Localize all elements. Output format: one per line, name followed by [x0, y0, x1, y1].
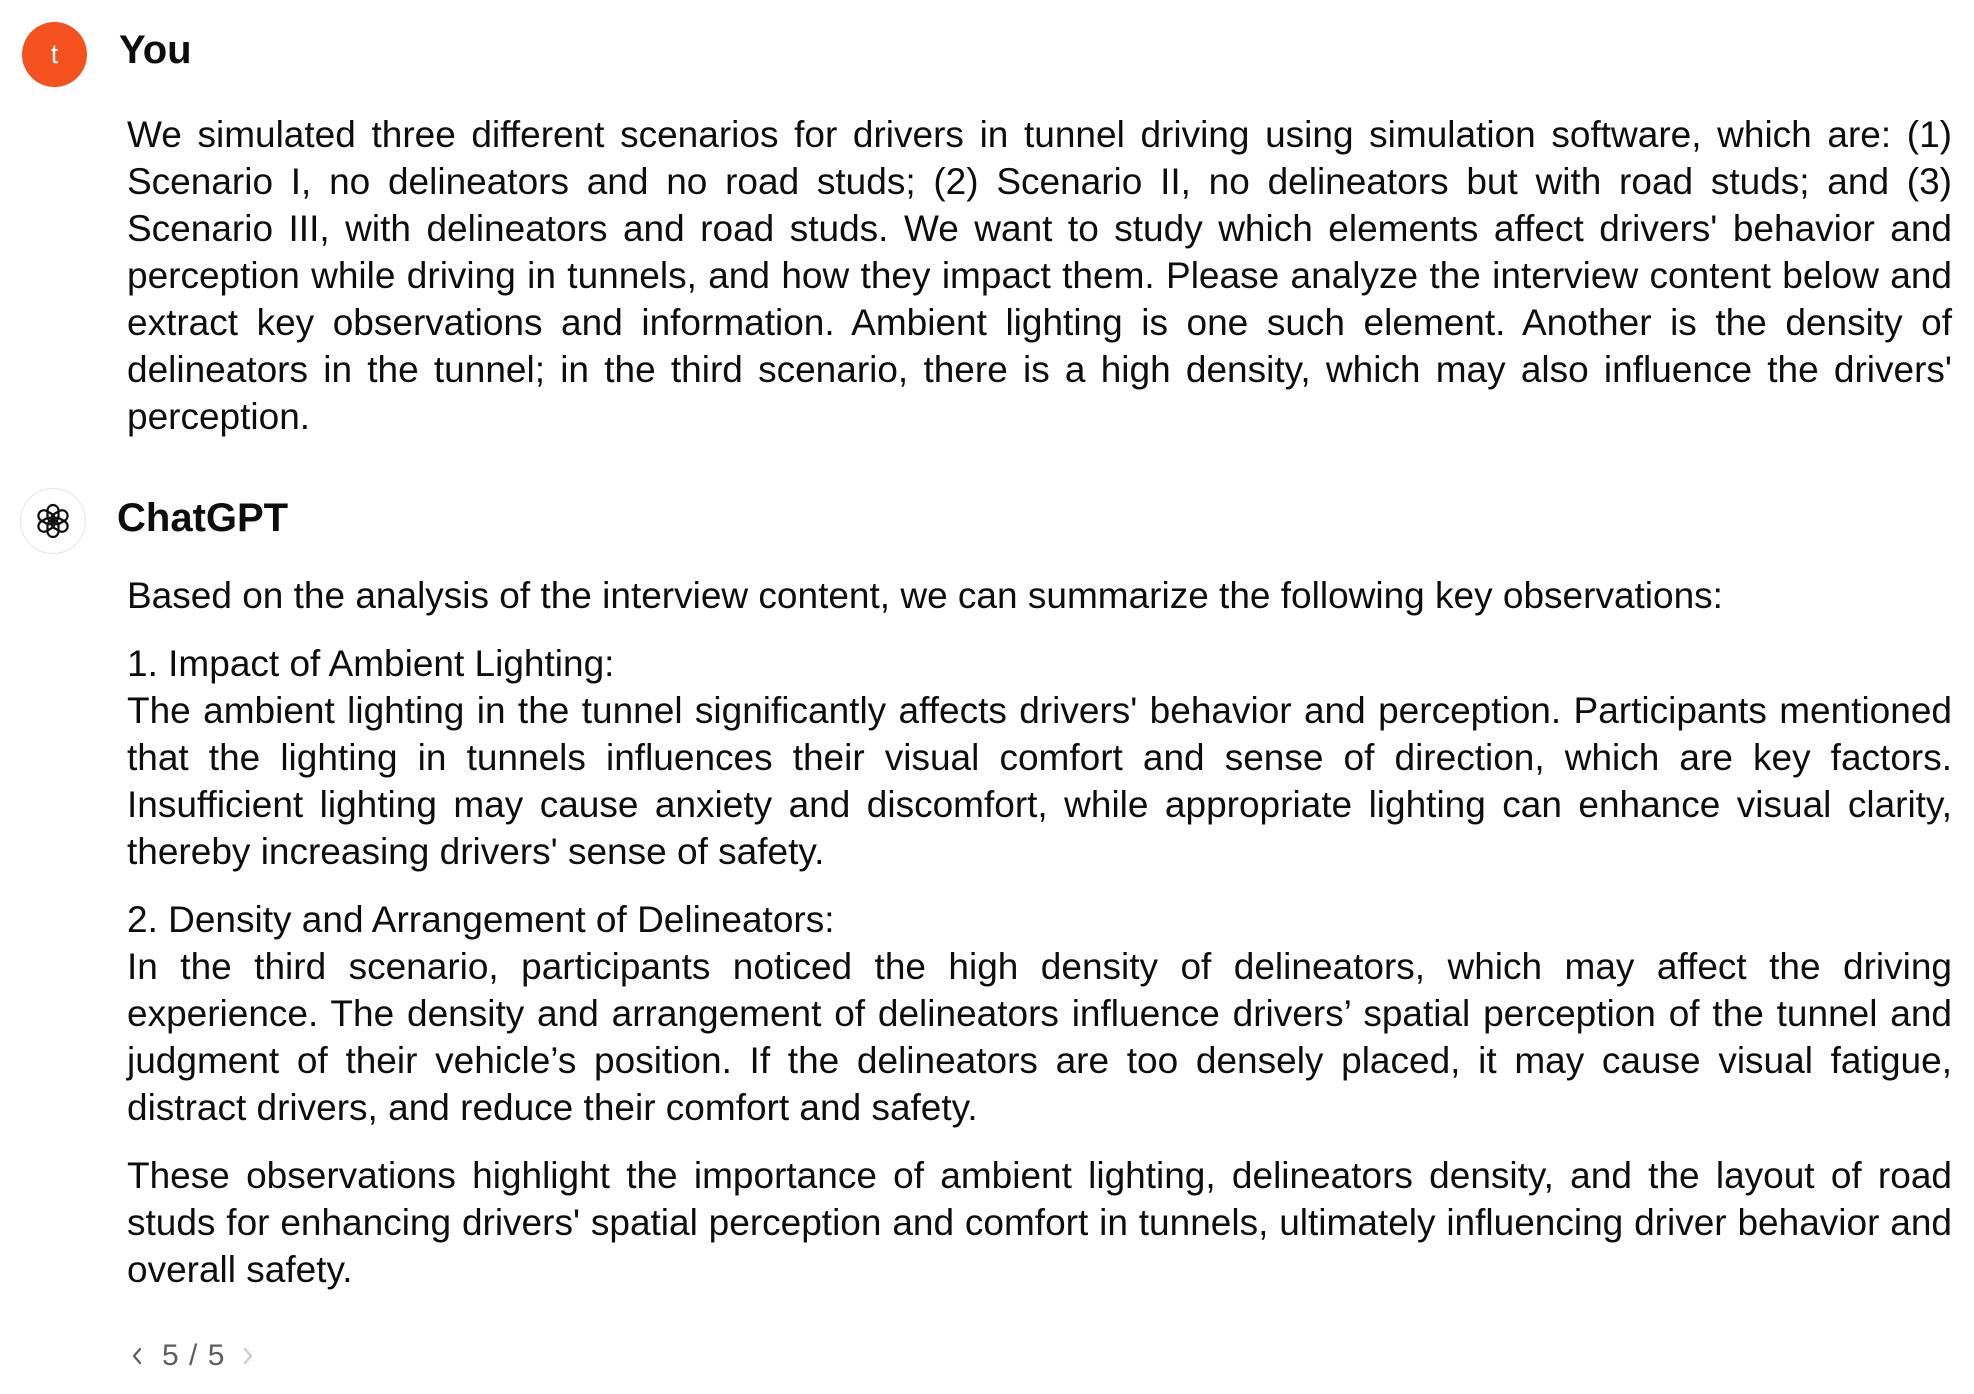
assistant-conclusion: These observations highlight the importance of ambient lighting, delineators density, and the layout of road studs for enhancing drivers' spatial perception and comfort in tunnels, ultimately influencing driver behavior and overall safety.: [127, 1155, 1952, 1290]
user-message: [127, 111, 1952, 440]
assistant-avatar: [20, 488, 86, 554]
observation-point: [127, 896, 1952, 1131]
chevron-left-icon: [130, 1345, 144, 1367]
observation-body: In the third scenario, participants noticed the high density of delineators, which may affect the driving experience. The density and arrangement of delineators influence drivers’ spatial perception of the tunnel and judgment of their vehicle’s position. If the delineators are too densely placed, it may cause visual fatigue, distract drivers, and reduce their comfort and safety.: [127, 946, 1952, 1128]
response-pager: [124, 1337, 261, 1375]
user-message-text: We simulated three different scenarios for drivers in tunnel driving using simulation software, which are: (1) Scenario I, no delineators and no road studs; (2) Scenario II, no delineators but with road studs; and (3) Scenario III, with delineators and road studs. We want to study which elements affect drivers' behavior and perception while driving in tunnels, and how they impact them. Please analyze the interview content below and extract key observations and information. Ambient lighting is one such element. Another is the density of delineators in the tunnel; in the third scenario, there is a high density, which may also influence the drivers' perception.: [127, 114, 1952, 437]
observation-body: The ambient lighting in the tunnel significantly affects drivers' behavior and perception. Participants mentioned that the lighting in tunnels influences their visual comfort and sense of direction, which are key factors. Insufficient lighting may cause anxiety and discomfort, while appropriate lighting can enhance visual clarity, thereby increasing drivers' sense of safety.: [127, 690, 1952, 872]
user-avatar: [22, 22, 87, 87]
next-response-button[interactable]: [235, 1341, 261, 1371]
previous-response-button[interactable]: [124, 1341, 150, 1371]
observation-point: [127, 640, 1952, 875]
user-avatar-letter: t: [50, 39, 59, 69]
response-counter: 5 / 5: [162, 1339, 226, 1372]
observation-heading: 1. Impact of Ambient Lighting:: [127, 643, 615, 684]
observation-heading: 2. Density and Arrangement of Delineators:: [127, 899, 835, 940]
user-author-name: You: [119, 28, 192, 72]
assistant-author-name: ChatGPT: [117, 496, 289, 540]
assistant-intro: Based on the analysis of the interview content, we can summarize the following key observations:: [127, 575, 1723, 616]
chevron-right-icon: [241, 1345, 255, 1367]
assistant-message: [127, 572, 1952, 1293]
openai-logo-icon: [33, 501, 73, 541]
